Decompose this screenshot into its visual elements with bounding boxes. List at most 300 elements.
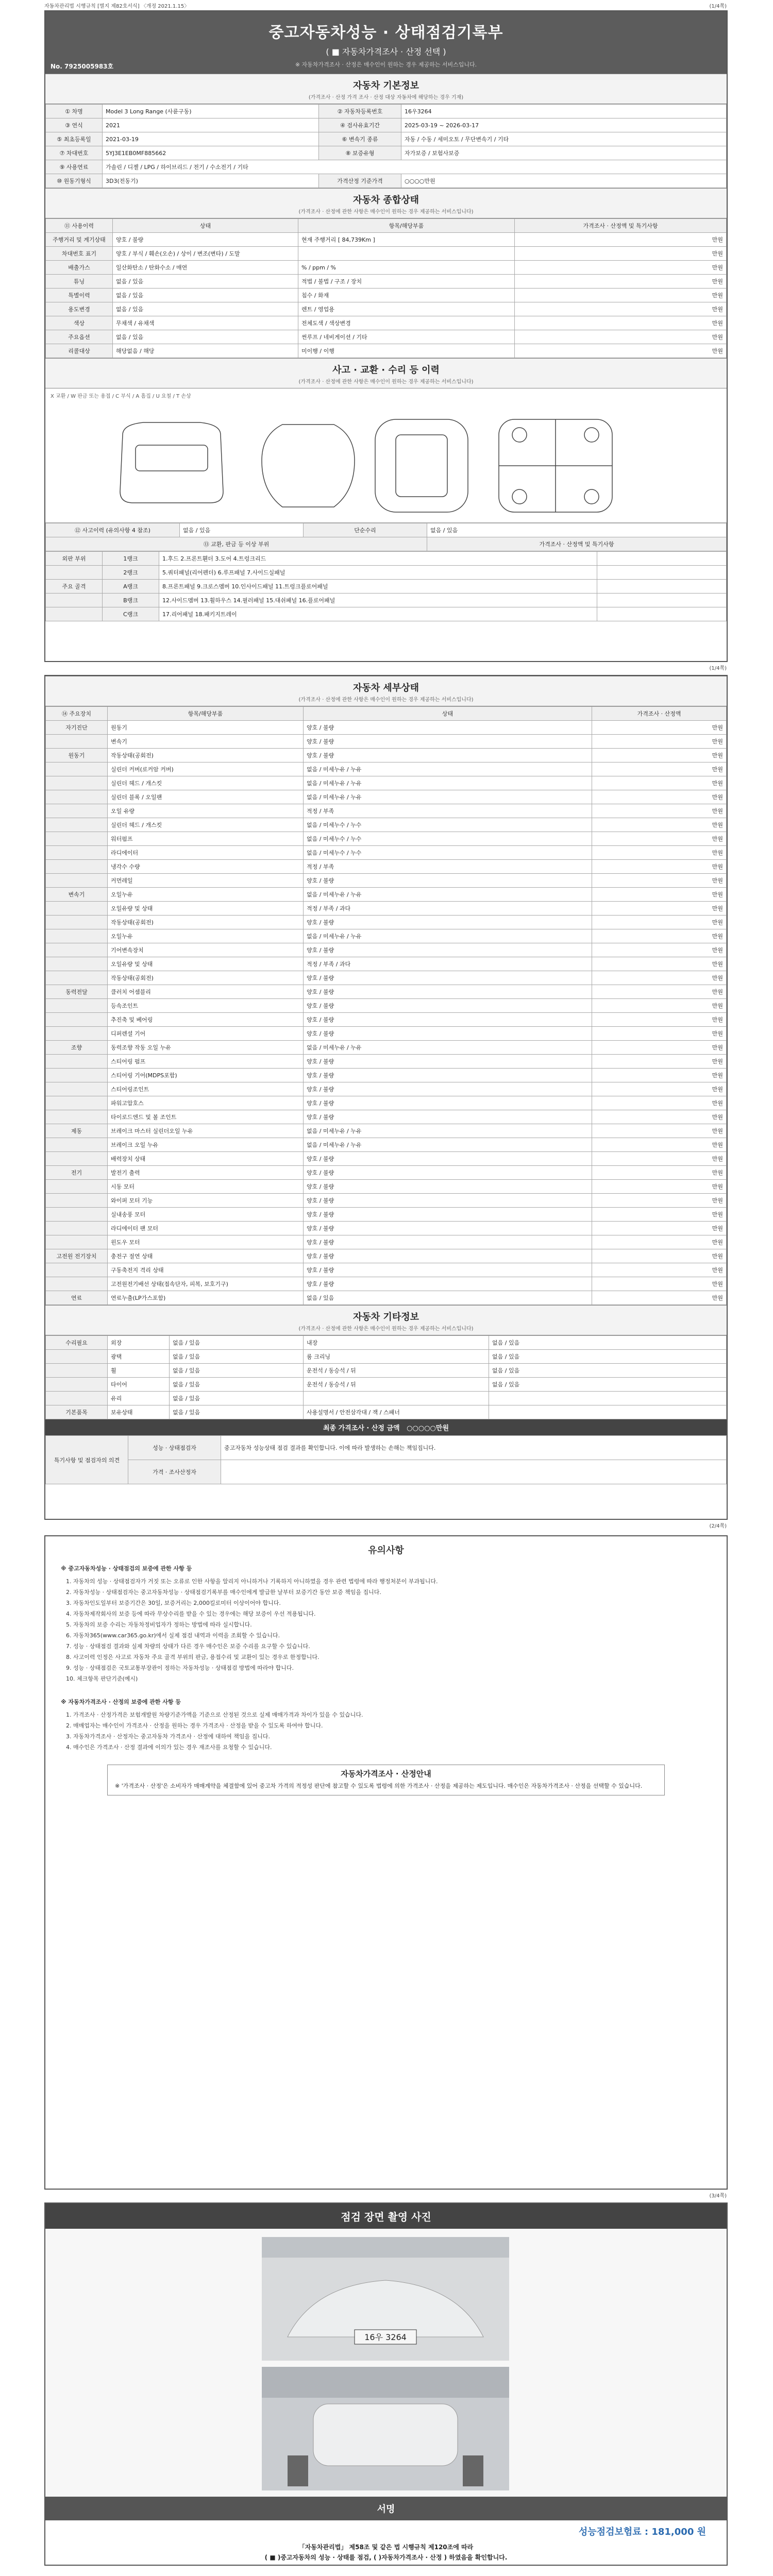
device-item: 브레이크 마스터 실린더오일 누유 [108,1124,304,1138]
form-reference: 자동차관리법 시행규칙 [별지 제82호서식] 〈개정 2021.1.15〉 [44,4,190,9]
final-price-amount: ○○○○○만원 [407,1425,449,1432]
item-label: 배출가스 [46,261,113,275]
table-row [46,804,727,818]
model-year: 2021 [103,118,319,132]
page-number: (1/4쪽) [709,666,727,671]
page-number: (2/4쪽) [709,1523,727,1529]
table-row [46,1405,727,1419]
device-item: 구동축전지 격리 상태 [108,1263,304,1277]
table-row [46,902,727,916]
device-status: 양호 / 불량 [304,1194,592,1208]
part-list: 17.리어패널 18.패키지트레이 [159,607,597,621]
device-item: 스티어링 펌프 [108,1055,304,1069]
device-status: 없음 / 미세누수 / 누수 [304,818,592,832]
label-cell: ④ 검사유효기간 [319,118,401,132]
device-price: 만원 [592,1027,727,1041]
notice-item: 6. 자동차365(www.car365.go.kr)에서 실제 점검 내역과 이력을 조회할 수 있습니다. [66,1632,280,1639]
device-status: 양호 / 불량 [304,721,592,735]
other-item-2 [304,1392,489,1405]
device-status: 없음 / 미세누유 / 누유 [304,888,592,902]
simple-repair-status: 없음 / 있음 [427,523,727,537]
table-row [46,1249,727,1263]
device-price: 만원 [592,1152,727,1166]
other-status-2: 없음 / 있음 [489,1364,727,1378]
plate-number-text: 16우 3264 [364,2332,407,2342]
page-4 [44,2202,728,2566]
table-row [46,537,727,551]
table-row [46,330,727,344]
part-group [46,607,103,621]
special-notes-table [45,1435,727,1484]
table-row [46,1263,727,1277]
device-status: 없음 / 있음 [304,1291,592,1305]
notice-item: 1. 가격조사 · 산정가격은 보험개발원 차량기준가액을 기준으로 산정된 것으로 실제 매매가격과 차이가 있을 수 있습니다. [66,1711,363,1718]
item-status: 해당없음 / 해당 [113,344,298,358]
device-item: 와이퍼 모터 기능 [108,1194,304,1208]
insurance-fee-row [45,2520,727,2542]
part-rank: 1랭크 [103,552,159,566]
device-group: 고전원 전기장치 [46,1249,108,1263]
item-detail: 미이행 / 이행 [298,344,515,358]
device-price: 만원 [592,985,727,999]
device-item: 실린더 블록 / 오일팬 [108,790,304,804]
notice-item: 2. 자동차성능 · 상태점검자는 중고자동차성능 · 상태점검기록부를 매수인에게 발급한 날부터 보증기간 동안 보증 책임을 집니다. [66,1589,381,1596]
table-row [46,1222,727,1235]
label-cell: ② 자동차등록번호 [319,105,401,118]
table-row [46,1436,727,1460]
label-cell: ⑤ 최초등록일 [46,132,103,146]
notice-item: 9. 성능 · 상태점검은 국토교통부장관이 정하는 자동차성능 · 상태점검 방법에 따라야 합니다. [66,1665,294,1671]
device-status: 없음 / 미세누유 / 누유 [304,762,592,776]
other-info-subtitle: (가격조사 · 산정에 관한 사항은 매수인이 원하는 경우 제공하는 서비스입니다) [45,1324,727,1335]
device-group [46,846,108,860]
car-outline-diagram [45,388,727,522]
item-detail: 렌트 / 영업용 [298,302,515,316]
final-price-bar [45,1419,727,1435]
device-group [46,832,108,846]
device-item: 기어변속장치 [108,943,304,957]
table-row [46,1208,727,1222]
basic-info-subtitle: (가격조사 · 산정 가격 조사 · 산정 대상 자동차에 해당하는 경우 기재) [45,93,727,104]
device-price: 만원 [592,1277,727,1291]
device-price: 만원 [592,1235,727,1249]
device-item: 실린더 커버(로커암 커버) [108,762,304,776]
document-note: ※ 자동차가격조사 · 산정은 매수인이 원하는 경우 제공하는 서비스입니다. [295,61,477,68]
notice-item: 8. 사고이력 인정은 사고로 자동차 주요 골격 부위의 판금, 용접수리 및 교환이 있는 경우로 한정합니다. [66,1654,320,1660]
device-item: 냉각수 수량 [108,860,304,874]
device-status: 양호 / 불량 [304,1096,592,1110]
item-label: 차대번호 표기 [46,247,113,261]
device-price: 만원 [592,957,727,971]
column-header: 항목/해당부품 [298,219,515,233]
device-item: 파워고압호스 [108,1096,304,1110]
document-number: No. 7925005983호 [51,63,114,70]
other-status: 없음 / 있음 [170,1336,304,1350]
column-header: 항목/해당부품 [108,707,304,721]
table-row [46,1166,727,1180]
page-count: (1/4쪽) [709,4,727,9]
device-price: 만원 [592,916,727,929]
item-price: 만원 [515,247,727,261]
device-group [46,1110,108,1124]
table-row [46,832,727,846]
notice-item: 1. 자동차의 성능 · 상태점검자가 거짓 또는 오류로 인한 사항을 알리지 아니하거나 기록하지 아니하였을 경우 관련 법령에 따라 행정처분이 부과됩니다. [66,1578,438,1585]
table-row [46,1277,727,1291]
label-cell: 가격산정 기준가격 [319,174,401,188]
other-item-2: 내장 [304,1336,489,1350]
table-row [46,1110,727,1124]
table-row [46,261,727,275]
device-item: 클러치 어셈블리 [108,985,304,999]
device-group [46,860,108,874]
table-row [46,344,727,358]
other-item-2: 운전석 / 동승석 / 뒤 [304,1378,489,1392]
device-price: 만원 [592,832,727,846]
device-price: 만원 [592,1082,727,1096]
device-price: 만원 [592,721,727,735]
table-row [46,971,727,985]
item-label: 주행거리 및 계기상태 [46,233,113,247]
item-price: 만원 [515,261,727,275]
device-group [46,1013,108,1027]
device-group [46,1235,108,1249]
item-label: 색상 [46,316,113,330]
table-row [46,1392,727,1405]
part-price [597,580,727,594]
part-rank: 2랭크 [103,566,159,580]
device-status: 없음 / 미세누수 / 누수 [304,832,592,846]
device-group [46,1222,108,1235]
table-row [46,1013,727,1027]
table-row [46,846,727,860]
device-group [46,902,108,916]
warranty-type: 자가보증 / 보험사보증 [401,146,727,160]
device-group [46,1180,108,1194]
other-item: 유리 [108,1392,170,1405]
part-rank: B랭크 [103,594,159,607]
accident-history-subtitle: (가격조사 · 산정에 관한 사항은 매수인이 원하는 경우 제공하는 서비스입니다) [45,377,727,388]
table-row [46,916,727,929]
device-status: 양호 / 불량 [304,1208,592,1222]
confirmation-line-2: ( ■ )중고자동차의 성능 · 상태를 점검, ( )자동차가격조사 · 산정 ) 하였음을 확인합니다. [264,2554,508,2561]
device-item: 오일누유 [108,888,304,902]
part-rank: A랭크 [103,580,159,594]
device-item: 고전원전기배선 상태(접속단자, 피복, 보호기구) [108,1277,304,1291]
table-row [46,999,727,1013]
device-price: 만원 [592,1041,727,1055]
device-item: 동력조향 작동 오일 누유 [108,1041,304,1055]
table-row [46,1336,727,1350]
other-item: 광택 [108,1350,170,1364]
confirmation-line-1: 「자동차관리법」 제58조 및 같은 법 시행규칙 제120조에 따라 [298,2544,474,2551]
item-price: 만원 [515,275,727,289]
label-cell: ⑬ 교환, 판금 등 이상 부위 [46,537,427,551]
device-group [46,971,108,985]
table-row [46,776,727,790]
appraisal-info-text: ※ '가격조사 · 산정'은 소비자가 매매계약을 체결함에 있어 중고차 가격의 적정성 판단에 참고할 수 있도록 법령에 의한 가격조사 · 산정을 제공하는 제도입니다. 매수인은 자동차가격조사 · 산정을 선택할 수 있습니다. [115,1783,643,1789]
device-price: 만원 [592,762,727,776]
part-group [46,594,103,607]
device-price: 만원 [592,943,727,957]
device-item: 등속조인트 [108,999,304,1013]
column-header: 가격조사 · 산정액 및 특기사항 [515,219,727,233]
table-row [46,275,727,289]
table-row [46,1180,727,1194]
table-row [46,1364,727,1378]
device-status: 적정 / 부족 / 과다 [304,902,592,916]
other-status-2: 없음 / 있음 [489,1378,727,1392]
device-price: 만원 [592,1069,727,1082]
device-price: 만원 [592,1208,727,1222]
device-status: 양호 / 불량 [304,1055,592,1069]
part-list: 5.쿼터패널(리어펜더) 6.루프패널 7.사이드실패널 [159,566,597,580]
device-price: 만원 [592,1013,727,1027]
device-status: 양호 / 불량 [304,1249,592,1263]
device-price: 만원 [592,1291,727,1305]
table-row [46,174,727,188]
device-price: 만원 [592,1222,727,1235]
document-hero [45,11,727,74]
column-header: 가격조사 · 산정액 [592,707,727,721]
device-status: 없음 / 미세누유 / 누유 [304,1124,592,1138]
label-cell: ③ 연식 [46,118,103,132]
device-price: 만원 [592,1055,727,1069]
device-status: 양호 / 불량 [304,1027,592,1041]
document-subtitle: ( ■ 자동차가격조사 · 산정 선택 ) [326,47,446,57]
part-group: 주요 골격 [46,580,103,594]
device-group [46,1208,108,1222]
page-number: (3/4쪽) [709,2193,727,2199]
overall-status-table [45,218,727,358]
device-price: 만원 [592,1124,727,1138]
device-group [46,916,108,929]
item-detail: 침수 / 화재 [298,289,515,302]
fuel-type: 가솔린 / 디젤 / LPG / 하이브리드 / 전기 / 수소전기 / 기타 [103,160,727,174]
column-header: 상태 [113,219,298,233]
first-registration-date: 2021-03-19 [103,132,319,146]
item-status: 양호 / 불량 [113,233,298,247]
part-rank: C랭크 [103,607,159,621]
device-group [46,999,108,1013]
table-row [46,1378,727,1392]
other-group: 수리필요 [46,1336,108,1350]
device-group: 전기 [46,1166,108,1180]
device-item: 원동기 [108,721,304,735]
device-status: 없음 / 미세누유 / 누유 [304,1041,592,1055]
item-label: 튜닝 [46,275,113,289]
detail-status-subtitle: (가격조사 · 산정에 관한 사항은 매수인이 원하는 경우 제공하는 서비스입니다) [45,695,727,706]
device-item: 라디에이터 팬 모터 [108,1222,304,1235]
notice-item: 3. 자동차인도일부터 보증기간은 30일, 보증거리는 2,000킬로미터 이상이어야 합니다. [66,1600,281,1606]
other-status-2 [489,1405,727,1419]
photo-area [45,2229,727,2497]
table-row [46,1027,727,1041]
device-status: 없음 / 미세누유 / 누유 [304,790,592,804]
other-item-2: 룸 크리닝 [304,1350,489,1364]
table-row [46,580,727,594]
basic-info-title: 자동차 기본정보 [45,74,727,93]
table-row [46,860,727,874]
table-row [46,721,727,735]
table-row [46,1124,727,1138]
item-status: 없음 / 있음 [113,302,298,316]
device-price: 만원 [592,1194,727,1208]
device-group: 자기진단 [46,721,108,735]
item-price: 만원 [515,344,727,358]
other-group [46,1364,108,1378]
table-row [46,233,727,247]
item-status: 일산화탄소 / 탄화수소 / 매연 [113,261,298,275]
label-cell: ⑧ 보증유형 [319,146,401,160]
device-group [46,1263,108,1277]
device-status: 양호 / 불량 [304,1013,592,1027]
device-group [46,735,108,749]
label-cell: 단순수리 [304,523,427,537]
table-row [46,735,727,749]
device-price: 만원 [592,1180,727,1194]
table-row [46,1194,727,1208]
table-row [46,1082,727,1096]
insurance-fee: 성능점검보험료 : 181,000 원 [578,2527,706,2537]
other-status: 없음 / 있음 [170,1378,304,1392]
item-detail [298,247,515,261]
device-status: 양호 / 불량 [304,1069,592,1082]
other-status-2: 없음 / 있음 [489,1350,727,1364]
notice-item: 3. 자동차가격조사 · 산정자는 중고자동차 가격조사 · 산정에 대하여 책임을 집니다. [66,1733,270,1740]
label-cell: ⑨ 사용연료 [46,160,103,174]
part-price [597,552,727,566]
part-group: 외판 부위 [46,552,103,566]
table-row [46,1041,727,1055]
device-item: 라디에이터 [108,846,304,860]
device-item: 워터펌프 [108,832,304,846]
basic-info-table [45,104,727,188]
table-header-row [46,707,727,721]
accident-status: 없음 / 있음 [180,523,304,537]
item-status: 없음 / 있음 [113,275,298,289]
signature-section-title: 서명 [45,2497,727,2520]
table-row [46,607,727,621]
photo-section-title: 점검 장면 촬영 사진 [45,2204,727,2229]
table-row [46,302,727,316]
device-group: 조향 [46,1041,108,1055]
device-price: 만원 [592,1138,727,1152]
device-group [46,1138,108,1152]
other-status-2 [489,1392,727,1405]
device-item: 충전구 절연 상태 [108,1249,304,1263]
device-status: 없음 / 미세누유 / 누유 [304,929,592,943]
device-price: 만원 [592,971,727,985]
table-row [46,316,727,330]
notice-section-1-title: ※ 중고자동차성능 · 상태점검의 보증에 관한 사항 등 [61,1565,192,1572]
table-row [46,1055,727,1069]
device-price: 만원 [592,749,727,762]
table-row [46,1460,727,1484]
item-status: 없음 / 있음 [113,289,298,302]
diagram-legend: X 교환 / W 판금 또는 용접 / C 부식 / A 흠집 / U 요철 / T 손상 [51,394,191,399]
table-row [46,594,727,607]
vehicle-name: Model 3 Long Range (사륜구동) [103,105,319,118]
item-label: 용도변경 [46,302,113,316]
column-header: ⑪ 사용이력 [46,219,113,233]
label-cell: ⑫ 사고이력 (유의사항 4 참조) [46,523,180,537]
label-cell: ⑥ 변속기 종류 [319,132,401,146]
other-status: 없음 / 있음 [170,1405,304,1419]
other-group: 기본품목 [46,1405,108,1419]
device-group: 동력전달 [46,985,108,999]
part-list: 1.후드 2.프론트휀더 3.도어 4.트렁크리드 [159,552,597,566]
other-info-title: 자동차 기타정보 [45,1305,727,1324]
device-item: 커먼레일 [108,874,304,888]
device-item: 작동상태(공회전) [108,749,304,762]
other-group [46,1378,108,1392]
item-detail: % / ppm / % [298,261,515,275]
device-price: 만원 [592,874,727,888]
device-group [46,874,108,888]
device-price: 만원 [592,999,727,1013]
detail-status-table [45,706,727,1305]
detail-status-title: 자동차 세부상태 [45,676,727,695]
item-status: 무채색 / 유채색 [113,316,298,330]
device-group [46,1027,108,1041]
device-status: 양호 / 불량 [304,943,592,957]
document-title: 중고자동차성능 · 상태점검기록부 [268,24,503,42]
table-row [46,105,727,118]
device-group [46,1069,108,1082]
table-row [46,289,727,302]
special-notes-label: 특기사항 및 점검자의 의견 [46,1436,128,1484]
notice-item: 5. 자동차의 보증 수리는 자동차정비업자가 정하는 방법에 따라 실시합니다. [66,1621,252,1628]
column-header: 상태 [304,707,592,721]
inspection-photos [45,2229,727,2497]
device-status: 양호 / 불량 [304,1152,592,1166]
device-status: 양호 / 불량 [304,971,592,985]
table-row [46,929,727,943]
engine-type: 3D3(전동기) [103,174,319,188]
item-status: 없음 / 있음 [113,330,298,344]
other-item-2: 운전석 / 동승석 / 뒤 [304,1364,489,1378]
registration-number: 16우3264 [401,105,727,118]
device-item: 실내송풍 모터 [108,1208,304,1222]
device-status: 없음 / 미세누수 / 누수 [304,846,592,860]
form-header-line [0,0,773,9]
device-group [46,1082,108,1096]
device-item: 작동상태(공회전) [108,916,304,929]
part-price [597,594,727,607]
transmission-type: 자동 / 수동 / 세미오토 / 무단변속기 / 기타 [401,132,727,146]
inspector-note: 중고자동차 성능상태 점검 결과를 확인합니다. 이에 따라 발생하는 손해는 책임집니다. [221,1436,727,1460]
device-price: 만원 [592,902,727,916]
device-item: 스티어링조인트 [108,1082,304,1096]
device-item: 추진축 및 베어링 [108,1013,304,1027]
item-label: 리콜대상 [46,344,113,358]
item-label: 특별이력 [46,289,113,302]
notice-item: 7. 성능 · 상태점검 결과와 실제 차량의 상태가 다른 경우 매수인은 보증 수리를 요구할 수 있습니다. [66,1643,310,1650]
item-price: 만원 [515,316,727,330]
device-status: 양호 / 불량 [304,1235,592,1249]
other-group [46,1350,108,1364]
device-status: 양호 / 불량 [304,1222,592,1235]
part-group [46,566,103,580]
device-price: 만원 [592,846,727,860]
item-detail: 적법 / 불법 / 구조 / 장치 [298,275,515,289]
other-item: 타이어 [108,1378,170,1392]
table-row [46,818,727,832]
item-label: 주요옵션 [46,330,113,344]
table-row [46,160,727,174]
device-group [46,943,108,957]
device-group [46,1096,108,1110]
